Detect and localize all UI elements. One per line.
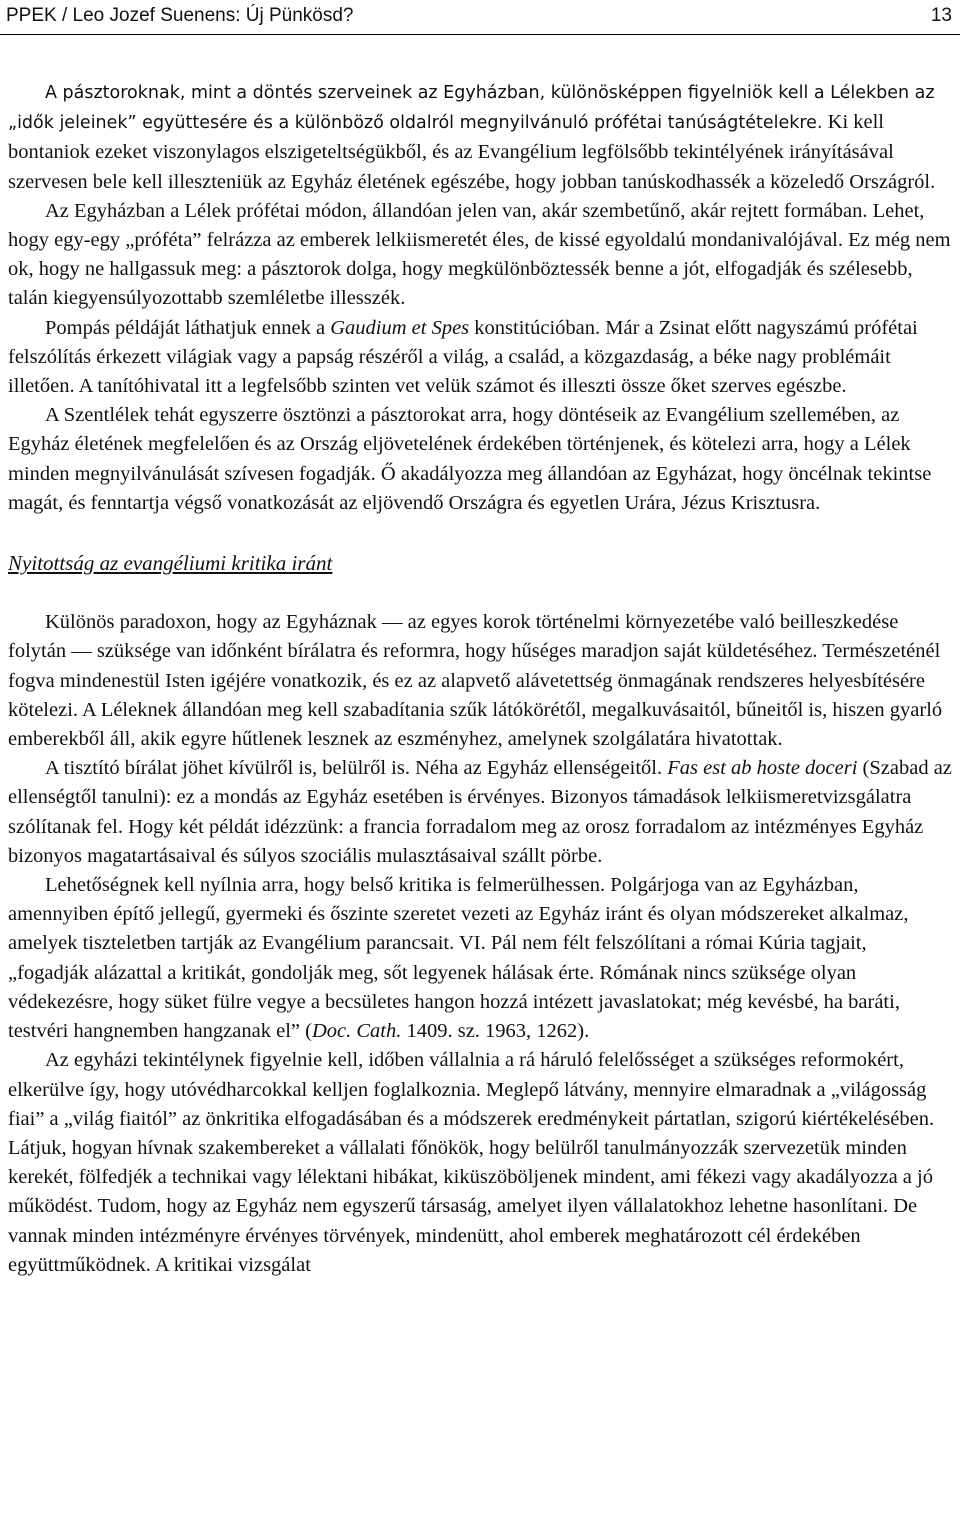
paragraph-text: Az Egyházban a Lélek prófétai módon, állandóan jelen van, akár szembetűnő, akár rejtett formában. Lehet, hogy egy-egy „próféta” felrázza az emberek lelkiismeretét éles, de kissé egyoldalú mondanivalójával. [8, 199, 925, 252]
paragraph-text: Ki kell bontaniok ezeket viszonylagos elszigeteltségükből, és az Evangélium legfölsőbb tekintélyének irányításával szervesen bele kell illeszteniük az Egyház életének egészébe, hogy jobban tanúskodhassék a közeledő Országról. [8, 111, 936, 193]
intro-paragraphs [8, 78, 952, 518]
page-number: 13 [930, 5, 952, 26]
document-body [8, 78, 952, 1280]
paragraph [8, 401, 952, 518]
paragraph [8, 78, 952, 197]
paragraph-text: Az egyházi tekintélynek figyelnie kell, időben vállalnia a rá háruló felelősséget a szükséges reformokért, elkerülve így, hogy utóvédharcokkal kelljen foglalkoznia. Meglepő látvány, mennyire elmaradnak a „világosság fiai” a „világ fiaitól” az önkritika elfogadásában és a módszerek eredménykeit pártatlan, szigorú kiértékelésében. Látjuk, hogyan hívnak szakembereket a vállalati főnökök, hogy belülről tanulmányozzák szervezetük minden kerekét, fölfedjék a technikai vagy lélektani hibákat, kiküszöböljenek mindent, ami fékezi vagy akadályozza a jó működést. Tudom, hogy az Egyház nem egyszerű társaság, amelyet ilyen vállalatokhoz lehetne hasonlítani. De vannak minden intézményre érvényes törvények, mindenütt, ahol emberek meghatározott cél érdekében együttműködnek. A kritikai vizsgálat [8, 1049, 935, 1276]
paragraph [8, 1046, 952, 1280]
italic-text: Fas est ab hoste doceri [667, 757, 858, 780]
paragraph-text: Különös paradoxon, hogy az Egyháznak — az egyes korok történelmi környezetébe való beilleszkedése folytán — szüksége van időnként bírálatra és reformra, hogy hűséges maradjon saját küldetéséhez. Természeténél fogva mindenestül Isten igéjére vonatkozik, és ez az alapvető alávetettség önmagának rendszeres helyesbítésére kötelezi. A Léleknek állandóan meg kell szabadítania szűk látókörétől, megalkuvásaitól, bűneitől is, hiszen gyarló emberekből áll, akik egyre hűtlenek lesznek az eszményhez, amelynek szolgálatára hivatottak. [8, 611, 943, 751]
heading-gap [8, 578, 952, 608]
paragraph-text: A pásztoroknak, mint a döntés szerveinek az Egyházban, különösképpen figyelniök kell a Lélekben az „idők jeleinek” együttesére és a különböző oldalról megnyilvánuló prófétai tanúságtételekre. [8, 83, 935, 134]
paragraph-text: konstitúcióban. Már a Zsinat előtt nagyszámú prófétai felszólítás érkezett világiak vagy a papság részéről a világ, a család, a közgazdaság, a béke nagy problémáit illetően. A tanítóhivatal itt a legfelsőbb szinten vet velük számot és illeszti össze őket szerves egészbe. [8, 316, 918, 398]
paragraph [8, 608, 952, 754]
paragraph-text: 1409. sz. 1963, 1262). [401, 1020, 590, 1043]
section-heading: Nyitottság az evangéliumi kritika iránt [8, 551, 333, 576]
italic-text: Doc. Cath. [311, 1020, 402, 1043]
paragraph-text: Ez még nem ok, hogy ne hallgassuk meg: a pásztorok dolga, hogy megkülönböztessék benne a jót, elfogadják és szélesebb, talán kiegyensúlyozottabb szemléletbe illesszék. [8, 229, 951, 310]
paragraph [8, 754, 952, 871]
page-header [0, 0, 960, 35]
italic-text: Gaudium et Spes [330, 316, 470, 339]
paragraph [8, 871, 952, 1046]
paragraph [8, 314, 952, 402]
paragraph [8, 197, 952, 314]
paragraph-text: A tisztító bírálat jöhet kívülről is, belülről is. Néha az Egyház ellenségeitől. [45, 757, 668, 780]
paragraph-text: (Szabad az ellenségtől tanulni): ez a mondás az Egyház esetében is érvényes. Bizonyos támadások lelkiismeretvizsgálatra szólítanak fel. Hogy két példát idézzünk: a francia forradalom meg az orosz forradalom az intézményes Egyház bizonyos magatartásaival és súlyos szociális mulasztásaival szállt pörbe. [8, 757, 952, 867]
paragraph-text: Pompás példáját láthatjuk ennek a [45, 316, 331, 339]
running-title: PPEK / Leo Jozef Suenens: Új Pünkösd? [6, 5, 354, 26]
paragraph-text: A Szentlélek tehát egyszerre ösztönzi a pásztorokat arra, hogy döntéseik az Evangélium szellemében, az Egyház életének megfelelően és az Ország eljövetelének érdekében történjenek, és kötelezi arra, hogy a Lélek minden megnyilvánulását szívesen fogadják. Ő akadályozza meg állandóan az Egyházat, hogy öncélnak tekintse magát, és fenntartja végső vonatkozását az eljövendő Országra és egyetlen Urára, Jézus Krisztusra. [8, 404, 932, 514]
section-paragraphs [8, 608, 952, 1280]
paragraph-text: Lehetőségnek kell nyílnia arra, hogy belső kritika is felmerülhessen. Polgárjoga van az Egyházban, amennyiben építő jellegű, gyermeki és őszinte szeretet vezeti az Egyház iránt és olyan módszereket alkalmaz, amelyek tiszteletben tartják az Evangélium parancsait. VI. Pál nem félt felszólítani a római Kúria tagjait, „fogadják alázattal a kritikát, gondolják meg, sőt legyenek hálásak érte. Rómának nincs szüksége olyan védekezésre, hogy süket fülre vegye a becsületes hangon hozzá intézett javaslatokat; még kevésbé, ha baráti, testvéri hangnemben hangzanak el” ( [8, 874, 909, 1043]
section-gap [8, 518, 952, 549]
